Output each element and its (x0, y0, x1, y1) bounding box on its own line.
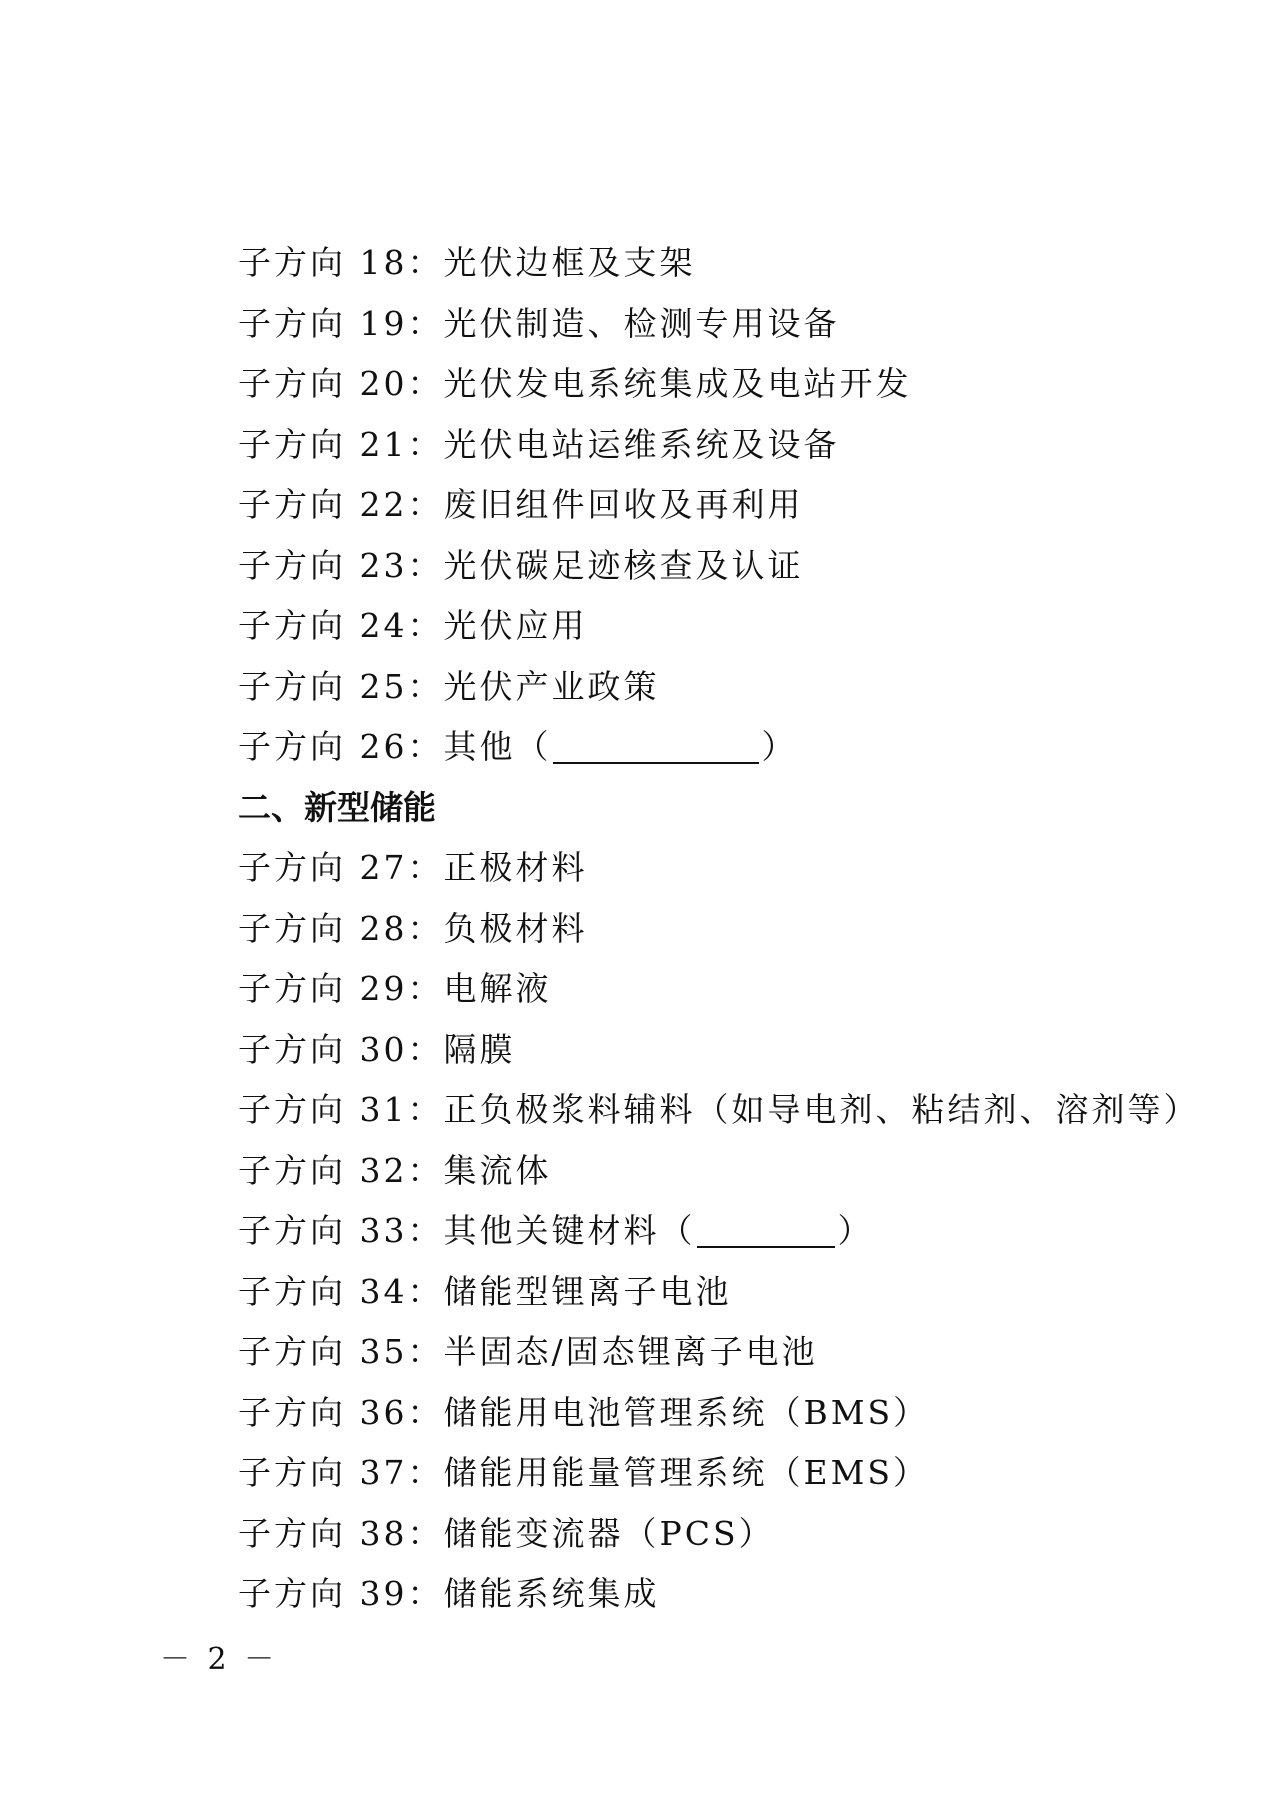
item-number: 子方向 24： (238, 606, 444, 645)
fill-in-blank (697, 1216, 835, 1248)
section-heading-new-energy-storage: 二、新型储能 (238, 787, 436, 827)
item-text: 储能变流器（PCS） (443, 1513, 775, 1553)
item-text-closing: ） (761, 727, 798, 766)
list-item-39 (238, 1564, 1238, 1625)
item-number: 子方向 31： (238, 1090, 444, 1129)
fill-in-blank (553, 732, 759, 764)
list-item-25 (238, 657, 1238, 718)
list-item-32 (238, 1141, 1238, 1202)
item-number: 子方向 29： (238, 969, 444, 1008)
item-number: 子方向 21： (238, 424, 444, 464)
item-number: 子方向 33： (238, 1211, 444, 1250)
item-number: 子方向 22： (238, 485, 444, 524)
item-number: 子方向 37： (238, 1453, 444, 1492)
item-number: 子方向 35： (238, 1332, 444, 1371)
item-number: 子方向 23： (238, 545, 444, 585)
item-number: 子方向 18： (238, 243, 444, 282)
item-number: 子方向 38： (238, 1513, 444, 1553)
item-text: 光伏边框及支架 (443, 243, 696, 282)
item-text: 正极材料 (443, 848, 588, 887)
item-text: 储能系统集成 (443, 1574, 660, 1613)
item-text: 半固态/固态锂离子电池 (443, 1332, 818, 1371)
item-number: 子方向 32： (238, 1150, 444, 1190)
item-number: 子方向 36： (238, 1392, 444, 1432)
item-text: 储能用能量管理系统（EMS） (443, 1453, 929, 1492)
item-text: 其他关键材料（ (443, 1211, 696, 1250)
item-text: 储能用电池管理系统（BMS） (443, 1392, 930, 1432)
list-item-38 (238, 1504, 1238, 1565)
item-number: 子方向 34： (238, 1271, 444, 1311)
item-text: 光伏制造、检测专用设备 (443, 303, 840, 343)
list-item-34 (238, 1262, 1238, 1323)
item-text: 电解液 (443, 969, 552, 1008)
list-item-21 (238, 415, 1238, 476)
page-number: － 2 － (160, 1642, 279, 1677)
sub-direction-list (238, 233, 1238, 1625)
item-text: 负极材料 (443, 908, 588, 948)
item-text: 光伏应用 (443, 606, 588, 645)
list-item-27 (238, 838, 1238, 899)
item-text: 集流体 (443, 1150, 552, 1190)
list-item-23 (238, 536, 1238, 597)
item-number: 子方向 20： (238, 364, 444, 403)
item-text: 光伏产业政策 (443, 666, 660, 706)
list-item-18 (238, 233, 1238, 294)
list-item-33 (238, 1201, 1238, 1262)
item-text: 正负极浆料辅料（如导电剂、粘结剂、溶剂等） (443, 1090, 1200, 1129)
list-item-28 (238, 899, 1238, 960)
list-item-36 (238, 1383, 1238, 1444)
item-number: 子方向 39： (238, 1574, 444, 1613)
list-item-20 (238, 354, 1238, 415)
item-number: 子方向 28： (238, 908, 444, 948)
list-item-29 (238, 959, 1238, 1020)
item-text: 光伏发电系统集成及电站开发 (443, 364, 912, 403)
item-number: 子方向 27： (238, 848, 444, 887)
list-item-31 (238, 1080, 1238, 1141)
list-item-22 (238, 475, 1238, 536)
item-text: 隔膜 (443, 1029, 516, 1069)
item-text: 光伏碳足迹核查及认证 (443, 545, 804, 585)
item-text: 光伏电站运维系统及设备 (443, 424, 840, 464)
item-text: 其他（ (443, 727, 552, 766)
list-item-19 (238, 294, 1238, 355)
item-text: 废旧组件回收及再利用 (443, 485, 804, 524)
list-item-24 (238, 596, 1238, 657)
list-item-30 (238, 1020, 1238, 1081)
item-number: 子方向 19： (238, 303, 444, 343)
list-item-26 (238, 717, 1238, 778)
item-text: 储能型锂离子电池 (443, 1271, 732, 1311)
item-text-closing: ） (837, 1211, 874, 1250)
list-item-37 (238, 1443, 1238, 1504)
item-number: 子方向 25： (238, 666, 444, 706)
item-number: 子方向 30： (238, 1029, 444, 1069)
item-number: 子方向 26： (238, 727, 444, 766)
list-item-35 (238, 1322, 1238, 1383)
